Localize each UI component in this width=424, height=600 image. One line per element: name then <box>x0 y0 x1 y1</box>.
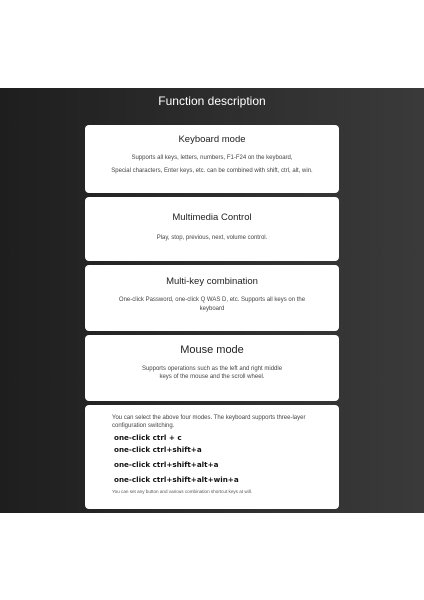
card-description: One-click Password, one-click Q WAS D, etc. Supports all keys on the keyboard <box>118 297 306 313</box>
mouse-mode-card <box>85 335 339 401</box>
card-title: Multi-key combination <box>166 276 258 287</box>
multi-key-combination-card <box>85 265 339 331</box>
combo-example: one-click ctrl + c <box>114 432 182 442</box>
combo-footer-note: You can set any button and various combination shortcut keys at will. <box>112 488 253 494</box>
card-description: Play, stop, previous, next, volume control. <box>156 235 268 241</box>
keyboard-mode-card <box>85 125 339 193</box>
card-title: Multimedia Control <box>172 212 252 223</box>
card-title: Mouse mode <box>180 344 244 356</box>
page-title: Function description <box>158 94 266 108</box>
combo-example: one-click ctrl+shift+a <box>114 444 202 454</box>
combo-example: one-click ctrl+shift+alt+a <box>114 459 219 469</box>
card-title: Keyboard mode <box>178 134 246 145</box>
card-description: Supports operations such as the left and right middle keys of the mouse and the scroll wheel. <box>141 366 283 381</box>
combo-example: one-click ctrl+shift+alt+win+a <box>114 474 239 484</box>
multimedia-control-card <box>85 197 339 261</box>
card-description: Special characters, Enter keys, etc. can be combined with shift, ctrl, alt, win. <box>111 168 313 175</box>
shortcut-combo-card <box>85 405 339 509</box>
combo-intro-text: You can select the above four modes. The keyboard supports three-layer configuration switching. <box>112 415 306 430</box>
card-description: Supports all keys, letters, numbers, F1-F24 on the keyboard, <box>131 155 293 161</box>
